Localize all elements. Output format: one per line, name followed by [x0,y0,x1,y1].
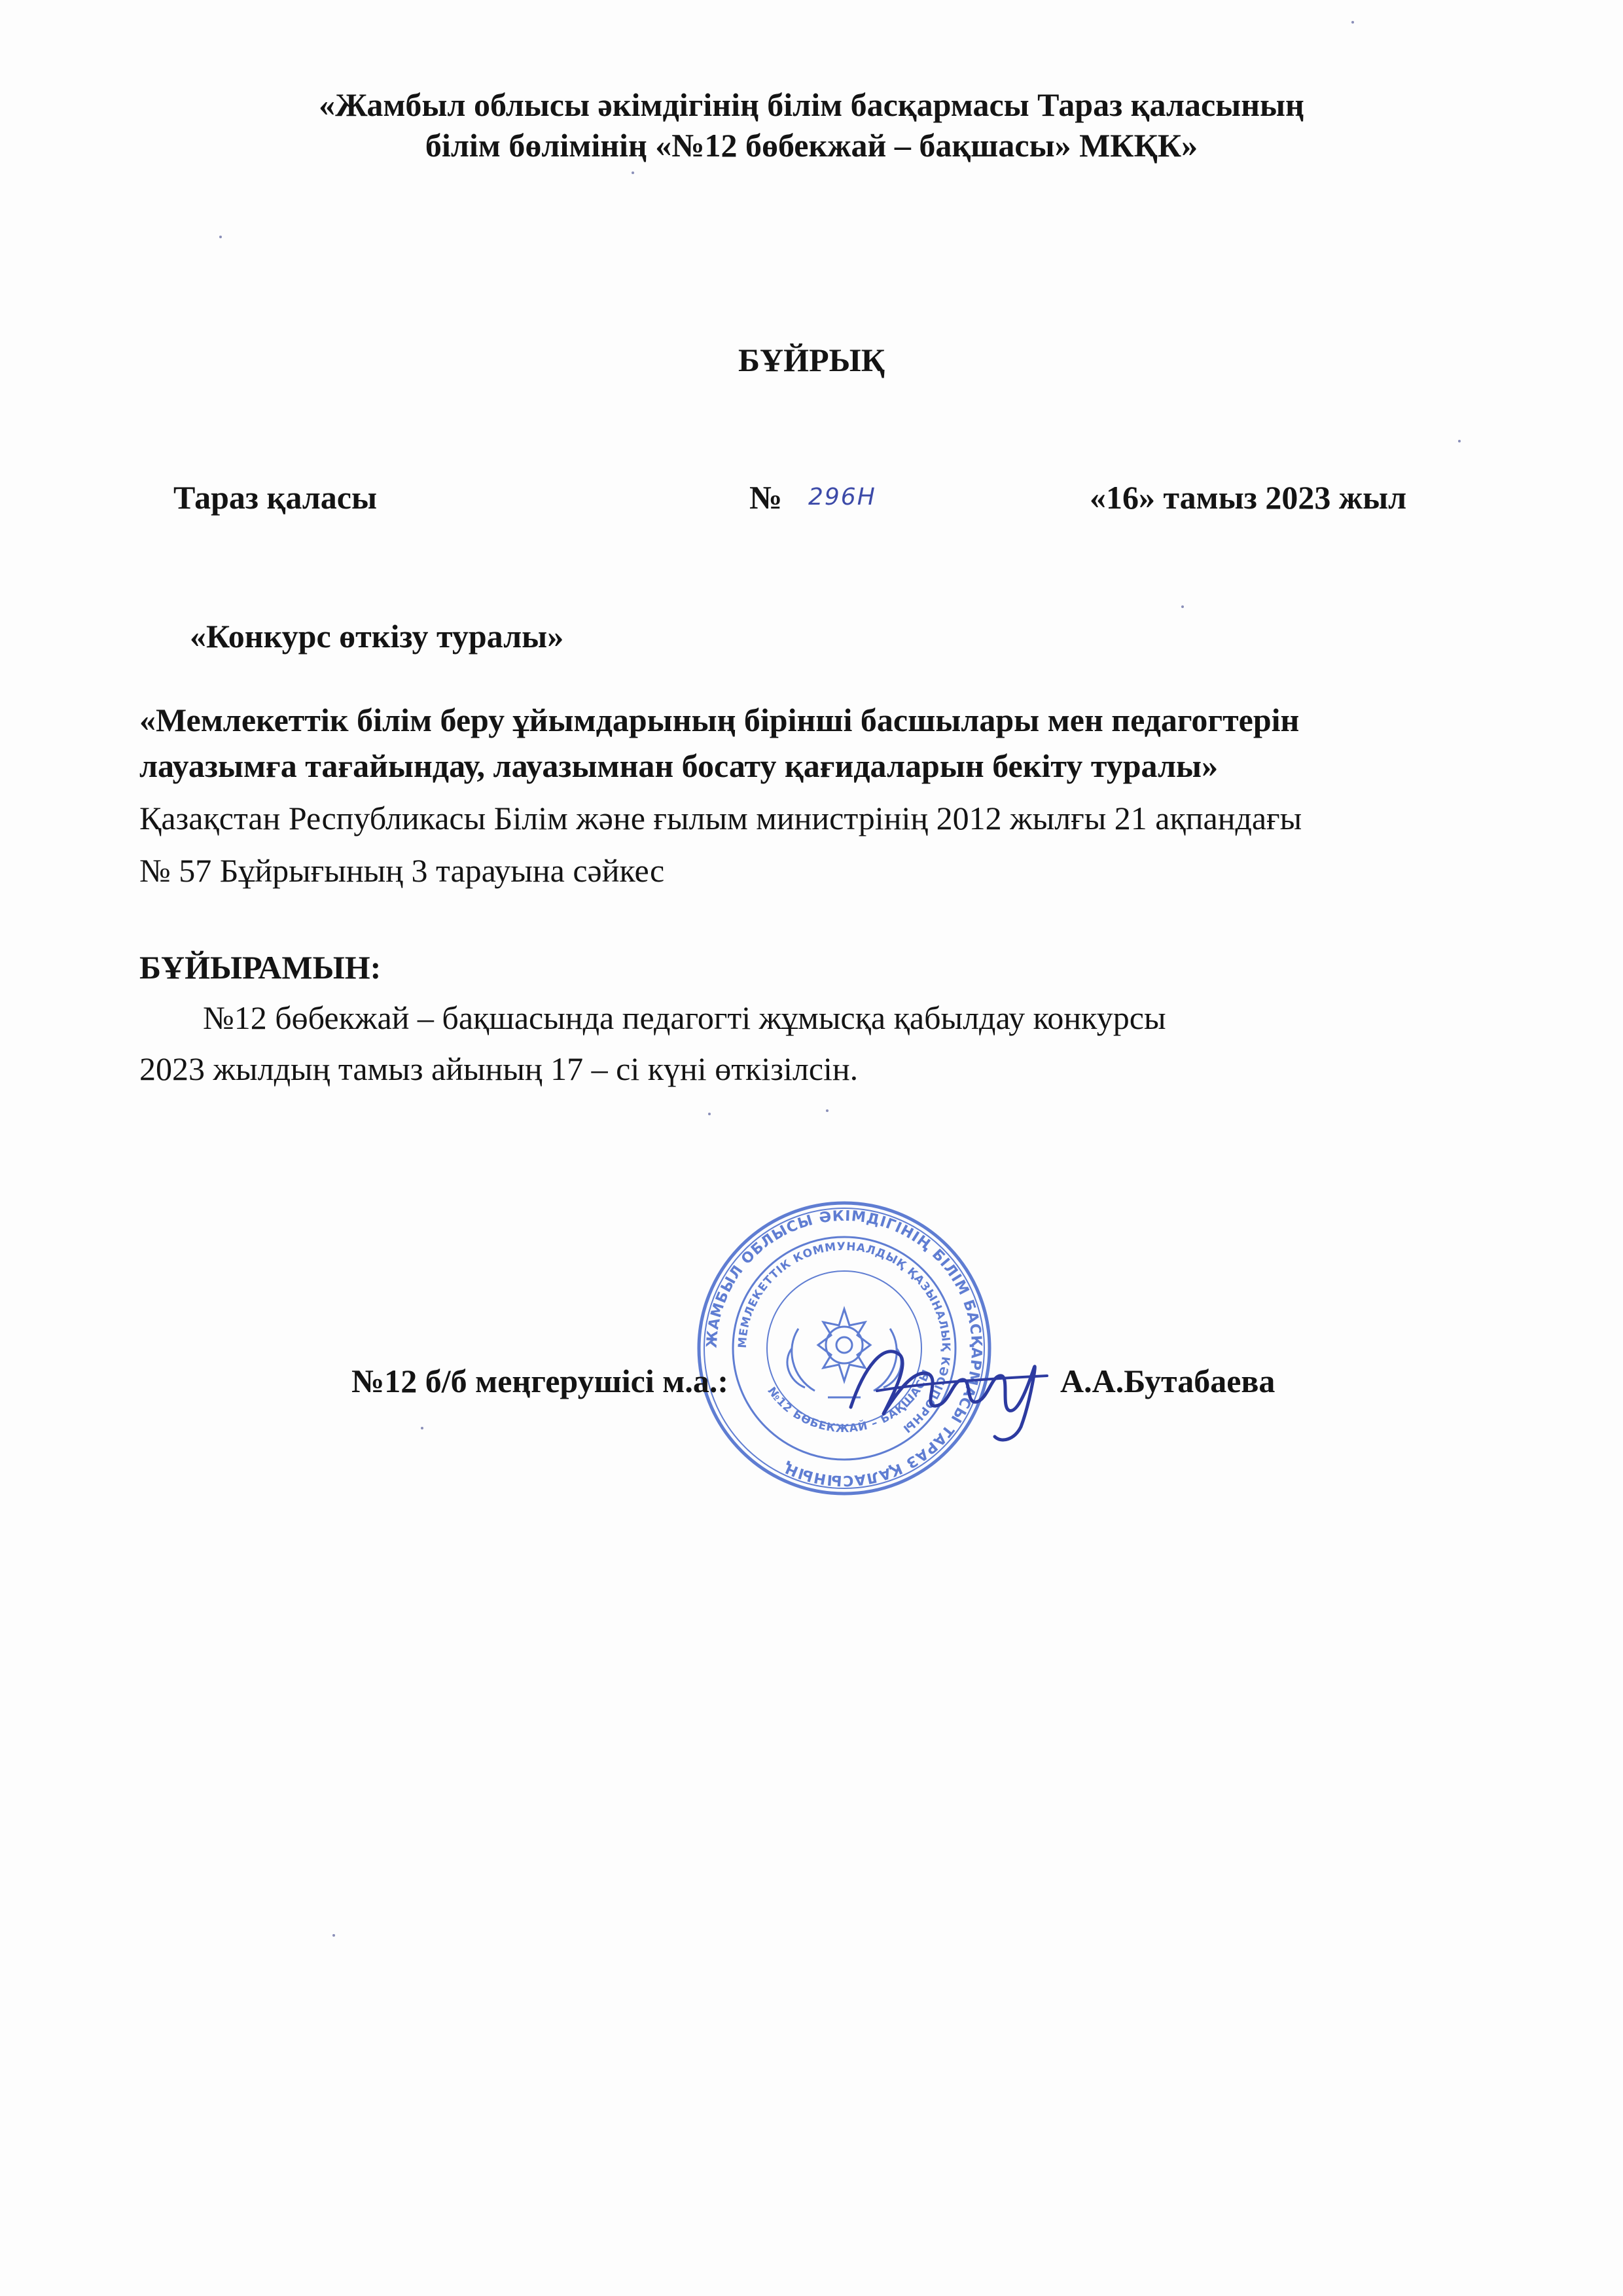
directive-heading: БҰЙЫРАМЫН: [139,949,382,986]
basis-line-4: № 57 Бұйрығының 3 тарауына сәйкес [139,852,665,889]
order-date: «16» тамыз 2023 жыл [1090,479,1407,516]
basis-line-3: Қазақстан Республикасы Білім және ғылым министрінің 2012 жылғы 21 ақпандағы [139,800,1302,836]
order-subject: «Конкурс өткізу туралы» [190,618,564,655]
scan-speck [1458,440,1461,442]
header-line-1: «Жамбыл облысы әкімдігінің білім басқармасы Тараз қаласының [319,86,1304,123]
scan-speck [826,1109,829,1112]
basis-line-2: лауазымға тағайындау, лауазымнан босату қағидаларын бекіту туралы» [139,747,1219,784]
scan-speck [632,171,634,174]
order-title: БҰЙРЫҚ [738,342,885,378]
scan-speck [1181,605,1184,608]
signatory-position: №12 б/б меңгерушісі м.а.: [351,1363,728,1399]
scan-speck [1351,21,1354,24]
stamp-bottom-text: №12 БӨБЕКЖАЙ – БАҚШАСЫ [764,1367,934,1436]
scan-speck [332,1934,335,1937]
directive-line-2: 2023 жылдың тамыз айының 17 – сі күні өткізілсін. [139,1050,859,1087]
scan-speck [421,1427,423,1429]
order-city: Тараз қаласы [173,479,378,516]
stamp-outer-text: ЖАМБЫЛ ОБЛЫСЫ ӘКІМДІГІНІҢ БІЛІМ БАСҚАРМАСЫ ТАРАЗ ҚАЛАСЫНЫҢ [704,1208,985,1489]
directive-line-1: №12 бөбекжай – бақшасында педагогті жұмысқа қабылдау конкурсы [203,999,1166,1036]
stamp-inner-text: МЕМЛЕКЕТТІК КОММУНАЛДЫҚ ҚАЗЫНАЛЫҚ КӘСІПОРНЫ [736,1240,953,1436]
order-number-value: 296Н [808,484,876,511]
order-number-label: № [749,479,783,516]
handwritten-signature [838,1329,1073,1446]
scan-speck [708,1113,711,1115]
header-line-2: білім бөлімінің «№12 бөбекжай – бақшасы» МКҚК» [425,127,1198,164]
scan-speck [219,236,222,238]
basis-line-1: «Мемлекеттік білім беру ұйымдарының бірінші басшылары мен педагогтерін [139,702,1300,738]
signatory-name: А.А.Бутабаева [1060,1363,1275,1399]
